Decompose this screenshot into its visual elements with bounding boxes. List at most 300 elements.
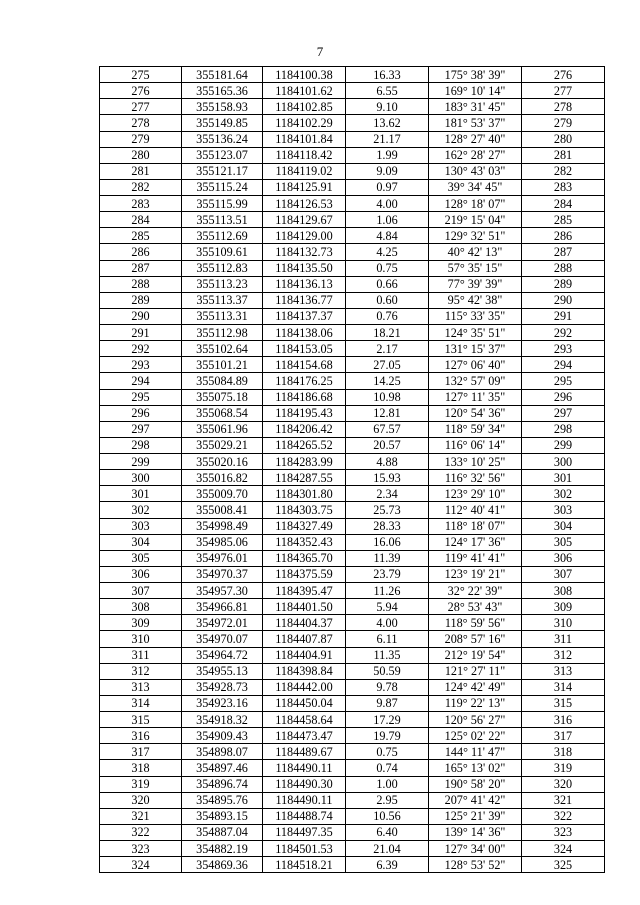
y-coordinate-cell: 1184497.35 (263, 824, 346, 840)
table-row (100, 308, 605, 324)
y-coordinate-cell: 1184135.50 (263, 260, 346, 276)
y-coordinate-cell: 1184119.02 (263, 163, 346, 179)
point-number-cell: 286 (100, 244, 182, 260)
x-coordinate-cell: 355123.07 (182, 147, 263, 163)
x-coordinate-cell: 354955.13 (182, 663, 263, 679)
y-coordinate-cell: 1184395.47 (263, 583, 346, 599)
direction-angle-cell: 125° 21' 39" (429, 808, 522, 824)
direction-angle-cell: 133° 10' 25" (429, 454, 522, 470)
next-point-number-cell: 304 (522, 518, 605, 534)
point-number-cell: 317 (100, 744, 182, 760)
x-coordinate-cell: 355029.21 (182, 437, 263, 453)
y-coordinate-cell: 1184129.00 (263, 228, 346, 244)
direction-angle-cell: 132° 57' 09" (429, 373, 522, 389)
point-number-cell: 295 (100, 389, 182, 405)
direction-angle-cell: 124° 35' 51" (429, 325, 522, 341)
direction-angle-cell: 139° 14' 36" (429, 824, 522, 840)
table-row (100, 260, 605, 276)
table-row (100, 373, 605, 389)
direction-angle-cell: 212° 19' 54" (429, 647, 522, 663)
distance-cell: 6.11 (346, 631, 429, 647)
next-point-number-cell: 311 (522, 631, 605, 647)
table-row (100, 744, 605, 760)
point-number-cell: 278 (100, 115, 182, 131)
y-coordinate-cell: 1184442.00 (263, 679, 346, 695)
point-number-cell: 309 (100, 615, 182, 631)
y-coordinate-cell: 1184490.11 (263, 760, 346, 776)
direction-angle-cell: 123° 29' 10" (429, 486, 522, 502)
next-point-number-cell: 290 (522, 292, 605, 308)
next-point-number-cell: 277 (522, 83, 605, 99)
table-row (100, 196, 605, 212)
distance-cell: 0.60 (346, 292, 429, 308)
direction-angle-cell: 112° 40' 41" (429, 502, 522, 518)
next-point-number-cell: 294 (522, 357, 605, 373)
y-coordinate-cell: 1184473.47 (263, 728, 346, 744)
x-coordinate-cell: 354893.15 (182, 808, 263, 824)
distance-cell: 16.06 (346, 534, 429, 550)
point-number-cell: 284 (100, 212, 182, 228)
direction-angle-cell: 181° 53' 37" (429, 115, 522, 131)
table-row (100, 212, 605, 228)
x-coordinate-cell: 355075.18 (182, 389, 263, 405)
next-point-number-cell: 298 (522, 421, 605, 437)
direction-angle-cell: 131° 15' 37" (429, 341, 522, 357)
next-point-number-cell: 316 (522, 712, 605, 728)
distance-cell: 2.95 (346, 792, 429, 808)
distance-cell: 21.17 (346, 131, 429, 147)
direction-angle-cell: 121° 27' 11" (429, 663, 522, 679)
direction-angle-cell: 28° 53' 43" (429, 599, 522, 615)
direction-angle-cell: 175° 38' 39" (429, 67, 522, 83)
table-row (100, 115, 605, 131)
next-point-number-cell: 292 (522, 325, 605, 341)
distance-cell: 10.56 (346, 808, 429, 824)
point-number-cell: 299 (100, 454, 182, 470)
point-number-cell: 277 (100, 99, 182, 115)
point-number-cell: 315 (100, 712, 182, 728)
x-coordinate-cell: 355008.41 (182, 502, 263, 518)
distance-cell: 5.94 (346, 599, 429, 615)
table-row (100, 99, 605, 115)
table-row (100, 67, 605, 83)
y-coordinate-cell: 1184206.42 (263, 421, 346, 437)
direction-angle-cell: 118° 59' 56" (429, 615, 522, 631)
direction-angle-cell: 129° 32' 51" (429, 228, 522, 244)
next-point-number-cell: 295 (522, 373, 605, 389)
next-point-number-cell: 325 (522, 857, 605, 873)
y-coordinate-cell: 1184125.91 (263, 179, 346, 195)
x-coordinate-cell: 355112.83 (182, 260, 263, 276)
distance-cell: 20.57 (346, 437, 429, 453)
distance-cell: 6.40 (346, 824, 429, 840)
direction-angle-cell: 124° 17' 36" (429, 534, 522, 550)
direction-angle-cell: 208° 57' 16" (429, 631, 522, 647)
next-point-number-cell: 283 (522, 179, 605, 195)
distance-cell: 15.93 (346, 470, 429, 486)
table-row (100, 647, 605, 663)
next-point-number-cell: 306 (522, 550, 605, 566)
table-row (100, 437, 605, 453)
y-coordinate-cell: 1184132.73 (263, 244, 346, 260)
next-point-number-cell: 317 (522, 728, 605, 744)
table-row (100, 808, 605, 824)
point-number-cell: 294 (100, 373, 182, 389)
distance-cell: 4.84 (346, 228, 429, 244)
table-row (100, 663, 605, 679)
distance-cell: 9.78 (346, 679, 429, 695)
direction-angle-cell: 116° 32' 56" (429, 470, 522, 486)
distance-cell: 4.00 (346, 196, 429, 212)
direction-angle-cell: 39° 34' 45" (429, 179, 522, 195)
direction-angle-cell: 124° 42' 49" (429, 679, 522, 695)
table-row (100, 502, 605, 518)
direction-angle-cell: 40° 42' 13" (429, 244, 522, 260)
next-point-number-cell: 301 (522, 470, 605, 486)
next-point-number-cell: 297 (522, 405, 605, 421)
point-number-cell: 307 (100, 583, 182, 599)
distance-cell: 11.39 (346, 550, 429, 566)
y-coordinate-cell: 1184375.59 (263, 566, 346, 582)
y-coordinate-cell: 1184404.91 (263, 647, 346, 663)
point-number-cell: 310 (100, 631, 182, 647)
point-number-cell: 324 (100, 857, 182, 873)
table-row (100, 695, 605, 711)
point-number-cell: 319 (100, 776, 182, 792)
y-coordinate-cell: 1184488.74 (263, 808, 346, 824)
next-point-number-cell: 288 (522, 260, 605, 276)
next-point-number-cell: 285 (522, 212, 605, 228)
next-point-number-cell: 300 (522, 454, 605, 470)
y-coordinate-cell: 1184154.68 (263, 357, 346, 373)
point-number-cell: 303 (100, 518, 182, 534)
x-coordinate-cell: 354923.16 (182, 695, 263, 711)
table-row (100, 244, 605, 260)
distance-cell: 28.33 (346, 518, 429, 534)
y-coordinate-cell: 1184136.13 (263, 276, 346, 292)
point-number-cell: 287 (100, 260, 182, 276)
x-coordinate-cell: 355112.98 (182, 325, 263, 341)
direction-angle-cell: 127° 34' 00" (429, 841, 522, 857)
distance-cell: 4.25 (346, 244, 429, 260)
next-point-number-cell: 324 (522, 841, 605, 857)
next-point-number-cell: 307 (522, 566, 605, 582)
direction-angle-cell: 128° 27' 40" (429, 131, 522, 147)
table-row (100, 486, 605, 502)
x-coordinate-cell: 355158.93 (182, 99, 263, 115)
distance-cell: 4.88 (346, 454, 429, 470)
direction-angle-cell: 32° 22' 39" (429, 583, 522, 599)
y-coordinate-cell: 1184283.99 (263, 454, 346, 470)
x-coordinate-cell: 355115.24 (182, 179, 263, 195)
next-point-number-cell: 305 (522, 534, 605, 550)
table-row (100, 841, 605, 857)
distance-cell: 18.21 (346, 325, 429, 341)
table-row (100, 405, 605, 421)
table-row (100, 179, 605, 195)
x-coordinate-cell: 355101.21 (182, 357, 263, 373)
x-coordinate-cell: 354869.36 (182, 857, 263, 873)
next-point-number-cell: 296 (522, 389, 605, 405)
y-coordinate-cell: 1184195.43 (263, 405, 346, 421)
direction-angle-cell: 120° 54' 36" (429, 405, 522, 421)
table-row (100, 824, 605, 840)
y-coordinate-cell: 1184501.53 (263, 841, 346, 857)
direction-angle-cell: 77° 39' 39" (429, 276, 522, 292)
next-point-number-cell: 280 (522, 131, 605, 147)
next-point-number-cell: 278 (522, 99, 605, 115)
distance-cell: 1.99 (346, 147, 429, 163)
table-row (100, 163, 605, 179)
direction-angle-cell: 118° 18' 07" (429, 518, 522, 534)
point-number-cell: 301 (100, 486, 182, 502)
next-point-number-cell: 312 (522, 647, 605, 663)
point-number-cell: 300 (100, 470, 182, 486)
x-coordinate-cell: 354928.73 (182, 679, 263, 695)
direction-angle-cell: 128° 53' 52" (429, 857, 522, 873)
y-coordinate-cell: 1184303.75 (263, 502, 346, 518)
distance-cell: 0.97 (346, 179, 429, 195)
x-coordinate-cell: 354998.49 (182, 518, 263, 534)
next-point-number-cell: 282 (522, 163, 605, 179)
next-point-number-cell: 291 (522, 308, 605, 324)
table-row (100, 357, 605, 373)
table-row (100, 147, 605, 163)
distance-cell: 12.81 (346, 405, 429, 421)
y-coordinate-cell: 1184458.64 (263, 712, 346, 728)
next-point-number-cell: 320 (522, 776, 605, 792)
x-coordinate-cell: 355121.17 (182, 163, 263, 179)
table-row (100, 712, 605, 728)
table-row (100, 470, 605, 486)
point-number-cell: 321 (100, 808, 182, 824)
x-coordinate-cell: 354887.04 (182, 824, 263, 840)
y-coordinate-cell: 1184365.70 (263, 550, 346, 566)
table-row (100, 454, 605, 470)
distance-cell: 13.62 (346, 115, 429, 131)
x-coordinate-cell: 354985.06 (182, 534, 263, 550)
y-coordinate-cell: 1184450.04 (263, 695, 346, 711)
y-coordinate-cell: 1184101.84 (263, 131, 346, 147)
y-coordinate-cell: 1184136.77 (263, 292, 346, 308)
distance-cell: 23.79 (346, 566, 429, 582)
direction-angle-cell: 118° 59' 34" (429, 421, 522, 437)
table-row (100, 631, 605, 647)
x-coordinate-cell: 355009.70 (182, 486, 263, 502)
direction-angle-cell: 116° 06' 14" (429, 437, 522, 453)
next-point-number-cell: 286 (522, 228, 605, 244)
next-point-number-cell: 321 (522, 792, 605, 808)
distance-cell: 0.75 (346, 744, 429, 760)
next-point-number-cell: 314 (522, 679, 605, 695)
distance-cell: 1.06 (346, 212, 429, 228)
direction-angle-cell: 120° 56' 27" (429, 712, 522, 728)
direction-angle-cell: 219° 15' 04" (429, 212, 522, 228)
point-number-cell: 279 (100, 131, 182, 147)
next-point-number-cell: 302 (522, 486, 605, 502)
point-number-cell: 320 (100, 792, 182, 808)
table-row (100, 325, 605, 341)
direction-angle-cell: 127° 11' 35" (429, 389, 522, 405)
direction-angle-cell: 57° 35' 15" (429, 260, 522, 276)
y-coordinate-cell: 1184265.52 (263, 437, 346, 453)
point-number-cell: 311 (100, 647, 182, 663)
direction-angle-cell: 190° 58' 20" (429, 776, 522, 792)
x-coordinate-cell: 354976.01 (182, 550, 263, 566)
table-row (100, 389, 605, 405)
point-number-cell: 308 (100, 599, 182, 615)
x-coordinate-cell: 355084.89 (182, 373, 263, 389)
table-row (100, 776, 605, 792)
next-point-number-cell: 279 (522, 115, 605, 131)
x-coordinate-cell: 355136.24 (182, 131, 263, 147)
y-coordinate-cell: 1184153.05 (263, 341, 346, 357)
distance-cell: 6.39 (346, 857, 429, 873)
distance-cell: 10.98 (346, 389, 429, 405)
y-coordinate-cell: 1184404.37 (263, 615, 346, 631)
x-coordinate-cell: 355020.16 (182, 454, 263, 470)
distance-cell: 0.66 (346, 276, 429, 292)
y-coordinate-cell: 1184490.30 (263, 776, 346, 792)
x-coordinate-cell: 355102.64 (182, 341, 263, 357)
x-coordinate-cell: 355113.23 (182, 276, 263, 292)
coordinates-table-body (100, 67, 605, 873)
distance-cell: 0.75 (346, 260, 429, 276)
y-coordinate-cell: 1184138.06 (263, 325, 346, 341)
page-number: 7 (316, 44, 324, 59)
distance-cell: 4.00 (346, 615, 429, 631)
point-number-cell: 316 (100, 728, 182, 744)
x-coordinate-cell: 355165.36 (182, 83, 263, 99)
x-coordinate-cell: 354897.46 (182, 760, 263, 776)
next-point-number-cell: 322 (522, 808, 605, 824)
point-number-cell: 306 (100, 566, 182, 582)
point-number-cell: 312 (100, 663, 182, 679)
point-number-cell: 290 (100, 308, 182, 324)
y-coordinate-cell: 1184518.21 (263, 857, 346, 873)
point-number-cell: 314 (100, 695, 182, 711)
table-row (100, 341, 605, 357)
distance-cell: 50.59 (346, 663, 429, 679)
point-number-cell: 275 (100, 67, 182, 83)
y-coordinate-cell: 1184186.68 (263, 389, 346, 405)
point-number-cell: 305 (100, 550, 182, 566)
distance-cell: 16.33 (346, 67, 429, 83)
direction-angle-cell: 95° 42' 38" (429, 292, 522, 308)
point-number-cell: 283 (100, 196, 182, 212)
distance-cell: 2.17 (346, 341, 429, 357)
next-point-number-cell: 276 (522, 67, 605, 83)
x-coordinate-cell: 355115.99 (182, 196, 263, 212)
direction-angle-cell: 119° 41' 41" (429, 550, 522, 566)
x-coordinate-cell: 354918.32 (182, 712, 263, 728)
point-number-cell: 313 (100, 679, 182, 695)
table-row (100, 131, 605, 147)
y-coordinate-cell: 1184490.11 (263, 792, 346, 808)
table-row (100, 566, 605, 582)
table-row (100, 276, 605, 292)
table-row (100, 583, 605, 599)
point-number-cell: 276 (100, 83, 182, 99)
table-row (100, 518, 605, 534)
next-point-number-cell: 310 (522, 615, 605, 631)
next-point-number-cell: 281 (522, 147, 605, 163)
x-coordinate-cell: 354909.43 (182, 728, 263, 744)
point-number-cell: 323 (100, 841, 182, 857)
direction-angle-cell: 115° 33' 35" (429, 308, 522, 324)
distance-cell: 1.00 (346, 776, 429, 792)
x-coordinate-cell: 355113.31 (182, 308, 263, 324)
table-row (100, 83, 605, 99)
table-row (100, 550, 605, 566)
y-coordinate-cell: 1184407.87 (263, 631, 346, 647)
x-coordinate-cell: 354895.76 (182, 792, 263, 808)
next-point-number-cell: 284 (522, 196, 605, 212)
next-point-number-cell: 309 (522, 599, 605, 615)
y-coordinate-cell: 1184401.50 (263, 599, 346, 615)
distance-cell: 17.29 (346, 712, 429, 728)
distance-cell: 67.57 (346, 421, 429, 437)
next-point-number-cell: 293 (522, 341, 605, 357)
table-row (100, 534, 605, 550)
y-coordinate-cell: 1184352.43 (263, 534, 346, 550)
distance-cell: 14.25 (346, 373, 429, 389)
x-coordinate-cell: 354970.07 (182, 631, 263, 647)
direction-angle-cell: 165° 13' 02" (429, 760, 522, 776)
point-number-cell: 280 (100, 147, 182, 163)
x-coordinate-cell: 354898.07 (182, 744, 263, 760)
point-number-cell: 302 (100, 502, 182, 518)
x-coordinate-cell: 355149.85 (182, 115, 263, 131)
y-coordinate-cell: 1184102.29 (263, 115, 346, 131)
table-row (100, 615, 605, 631)
direction-angle-cell: 169° 10' 14" (429, 83, 522, 99)
next-point-number-cell: 323 (522, 824, 605, 840)
direction-angle-cell: 207° 41' 42" (429, 792, 522, 808)
direction-angle-cell: 119° 22' 13" (429, 695, 522, 711)
point-number-cell: 318 (100, 760, 182, 776)
next-point-number-cell: 289 (522, 276, 605, 292)
x-coordinate-cell: 355113.37 (182, 292, 263, 308)
y-coordinate-cell: 1184287.55 (263, 470, 346, 486)
direction-angle-cell: 128° 18' 07" (429, 196, 522, 212)
next-point-number-cell: 308 (522, 583, 605, 599)
table-row (100, 679, 605, 695)
distance-cell: 27.05 (346, 357, 429, 373)
table-row (100, 292, 605, 308)
x-coordinate-cell: 355061.96 (182, 421, 263, 437)
distance-cell: 9.87 (346, 695, 429, 711)
distance-cell: 9.09 (346, 163, 429, 179)
x-coordinate-cell: 355068.54 (182, 405, 263, 421)
table-row (100, 421, 605, 437)
distance-cell: 11.35 (346, 647, 429, 663)
next-point-number-cell: 319 (522, 760, 605, 776)
x-coordinate-cell: 355016.82 (182, 470, 263, 486)
table-row (100, 760, 605, 776)
distance-cell: 2.34 (346, 486, 429, 502)
x-coordinate-cell: 354964.72 (182, 647, 263, 663)
y-coordinate-cell: 1184489.67 (263, 744, 346, 760)
y-coordinate-cell: 1184126.53 (263, 196, 346, 212)
distance-cell: 0.74 (346, 760, 429, 776)
y-coordinate-cell: 1184137.37 (263, 308, 346, 324)
direction-angle-cell: 162° 28' 27" (429, 147, 522, 163)
distance-cell: 11.26 (346, 583, 429, 599)
x-coordinate-cell: 354957.30 (182, 583, 263, 599)
y-coordinate-cell: 1184102.85 (263, 99, 346, 115)
next-point-number-cell: 313 (522, 663, 605, 679)
